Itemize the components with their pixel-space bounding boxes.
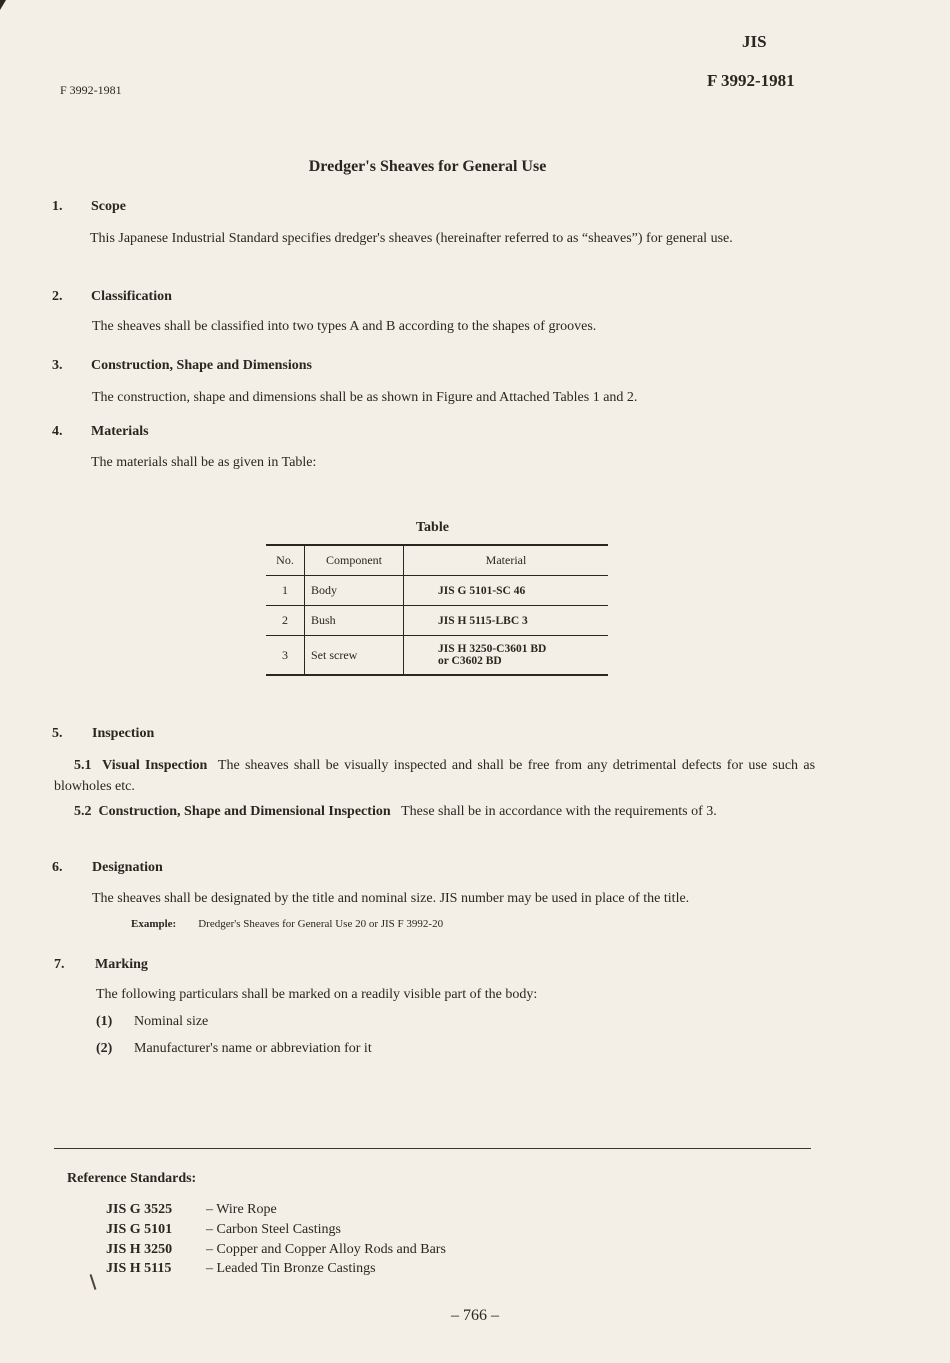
section-1-number: 1. (52, 199, 63, 214)
table-row (266, 576, 608, 606)
section-6-body: The sheaves shall be designated by the title and nominal size. JIS number may be used in place of the title. (92, 891, 690, 906)
section-3-number: 3. (52, 358, 63, 373)
section-2-number: 2. (52, 289, 63, 304)
section-5-2-title: Construction, Shape and Dimensional Inspection (98, 804, 391, 819)
table-row (266, 636, 608, 676)
section-1-body: This Japanese Industrial Standard specifies dredger's sheaves (hereinafter referred to as “sheaves”) for general use. (90, 231, 733, 246)
section-4-title: Materials (91, 424, 149, 439)
list-item-text: Nominal size (134, 1014, 209, 1029)
pen-tick-mark (90, 1274, 97, 1290)
row-material: JIS H 5115-LBC 3 (404, 606, 609, 636)
materials-table-header-row (266, 545, 608, 576)
list-item (96, 1011, 208, 1032)
reference-item (106, 1199, 277, 1220)
header-material: Material (404, 545, 609, 576)
reference-title: – Leaded Tin Bronze Castings (206, 1261, 376, 1276)
row-material-alt: or C3602 BD (438, 655, 502, 667)
section-6-example (131, 918, 443, 930)
row-material: JIS H 3250-C3601 BD (438, 643, 547, 655)
page-number: – 766 – (451, 1307, 499, 1324)
section-5-1-title: Visual Inspection (102, 758, 208, 773)
section-7-number: 7. (54, 957, 65, 972)
section-6-title: Designation (92, 860, 163, 875)
section-5-1-number: 5.1 (74, 758, 92, 773)
document-title: Dredger's Sheaves for General Use (308, 158, 547, 175)
list-item-number: (1) (96, 1014, 113, 1029)
section-5-number: 5. (52, 726, 63, 741)
row-no: 3 (266, 636, 305, 676)
section-6-number: 6. (52, 860, 63, 875)
example-label: Example: (131, 918, 177, 930)
reference-item (106, 1239, 446, 1260)
reference-code: JIS G 5101 (106, 1222, 173, 1237)
section-1-title: Scope (91, 199, 126, 214)
materials-table (266, 544, 608, 676)
reference-code: JIS H 5115 (106, 1261, 172, 1276)
row-no: 2 (266, 606, 305, 636)
header-no: No. (266, 545, 305, 576)
list-item-number: (2) (96, 1041, 113, 1056)
list-item (96, 1038, 372, 1059)
header-standard-code-right: F 3992-1981 (707, 71, 795, 90)
header-component: Component (305, 545, 404, 576)
section-5-1-body: The sheaves shall be visually inspected and shall be free from any detrimental defects for use such as blowholes etc. (54, 758, 816, 794)
section-3-title: Construction, Shape and Dimensions (91, 358, 312, 373)
list-item-text: Manufacturer's name or abbreviation for it (134, 1041, 372, 1056)
row-material-cell (404, 636, 609, 676)
reference-item (106, 1219, 341, 1240)
section-2-body: The sheaves shall be classified into two types A and B according to the shapes of grooves. (92, 319, 597, 334)
section-7-title: Marking (95, 957, 148, 972)
section-7-body: The following particulars shall be marked on a readily visible part of the body: (96, 987, 538, 1002)
reference-code: JIS G 3525 (106, 1202, 173, 1217)
table-row (266, 606, 608, 636)
reference-standards-heading: Reference Standards: (67, 1171, 197, 1186)
reference-code: JIS H 3250 (106, 1242, 173, 1257)
reference-title: – Carbon Steel Castings (206, 1222, 341, 1237)
row-no: 1 (266, 576, 305, 606)
footer-divider (54, 1148, 811, 1149)
reference-item (106, 1258, 376, 1279)
header-jis: JIS (742, 32, 767, 51)
section-5-2-paragraph (54, 801, 815, 822)
corner-mark (0, 0, 6, 10)
row-component: Set screw (305, 636, 404, 676)
section-3-body: The construction, shape and dimensions shall be as shown in Figure and Attached Tables 1 and 2. (92, 390, 638, 405)
section-5-1-paragraph (54, 755, 815, 797)
reference-title: – Copper and Copper Alloy Rods and Bars (206, 1242, 446, 1257)
section-5-2-body: These shall be in accordance with the requirements of 3. (401, 804, 717, 819)
section-4-number: 4. (52, 424, 63, 439)
row-component: Bush (305, 606, 404, 636)
section-2-title: Classification (91, 289, 172, 304)
materials-table-caption: Table (416, 520, 449, 535)
row-component: Body (305, 576, 404, 606)
section-5-title: Inspection (92, 726, 155, 741)
row-material: JIS G 5101-SC 46 (404, 576, 609, 606)
reference-title: – Wire Rope (206, 1202, 277, 1217)
header-standard-code-left: F 3992-1981 (60, 83, 122, 97)
section-4-body: The materials shall be as given in Table: (91, 455, 317, 470)
section-5-2-number: 5.2 (74, 804, 92, 819)
example-text: Dredger's Sheaves for General Use 20 or JIS F 3992-20 (198, 918, 444, 930)
